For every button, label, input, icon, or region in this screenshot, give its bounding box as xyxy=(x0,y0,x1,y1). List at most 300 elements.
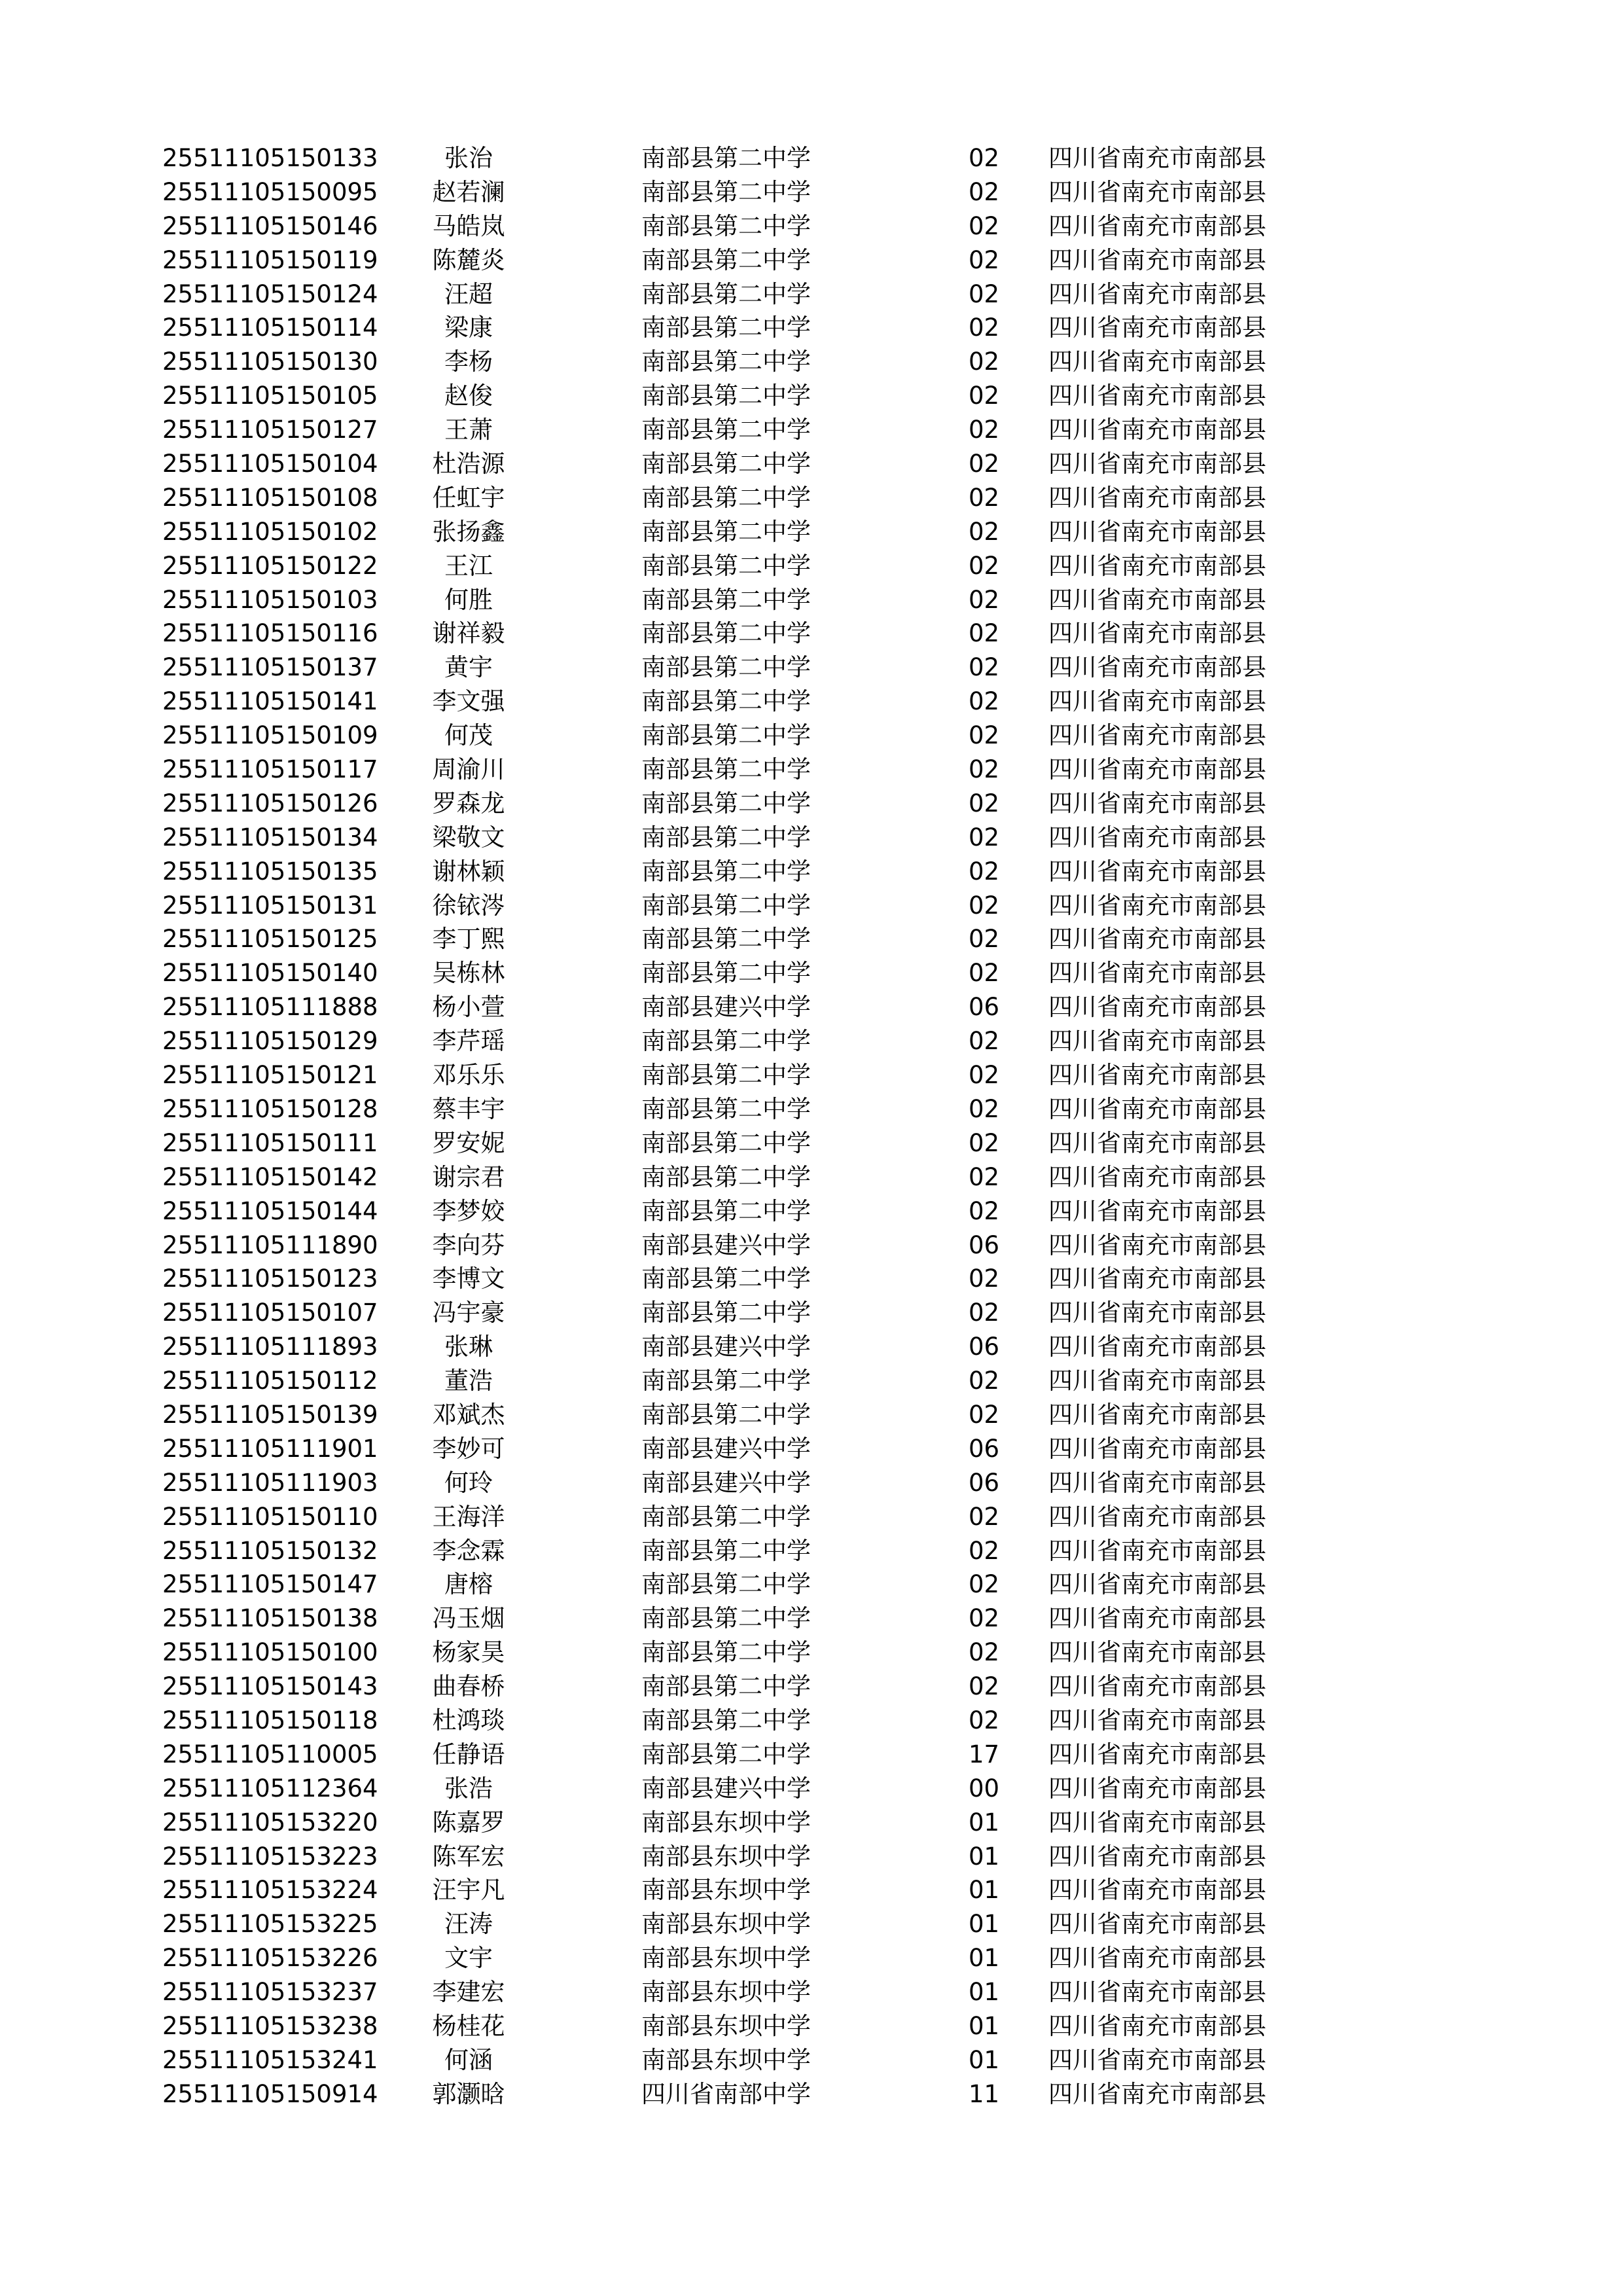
table-row xyxy=(0,2077,1623,2111)
class-code: 01 xyxy=(969,1944,1000,1973)
school-name: 南部县建兴中学 xyxy=(641,1468,811,1497)
school-name: 南部县东坝中学 xyxy=(641,1944,811,1973)
student-name: 任静语 xyxy=(432,1740,505,1768)
student-id: 25511105111901 xyxy=(162,1434,378,1463)
student-id: 25511105150124 xyxy=(162,279,378,308)
school-name: 南部县建兴中学 xyxy=(641,1230,811,1259)
student-name: 曲春桥 xyxy=(432,1672,505,1701)
student-id: 25511105150117 xyxy=(162,755,378,784)
student-name: 王海洋 xyxy=(432,1502,505,1531)
table-row xyxy=(0,243,1623,278)
student-name: 邓斌杰 xyxy=(432,1400,505,1429)
region: 四川省南充市南部县 xyxy=(1048,1230,1266,1259)
class-code: 06 xyxy=(969,993,1000,1022)
class-code: 02 xyxy=(969,619,1000,648)
region: 四川省南充市南部县 xyxy=(1048,1367,1266,1395)
class-code: 02 xyxy=(969,687,1000,716)
school-name: 南部县第二中学 xyxy=(641,755,811,784)
school-name: 南部县第二中学 xyxy=(641,925,811,954)
table-row xyxy=(0,1602,1623,1636)
student-name: 何涵 xyxy=(444,2045,493,2074)
student-id: 25511105150144 xyxy=(162,1196,378,1225)
student-id: 25511105153238 xyxy=(162,2011,378,2040)
student-name: 梁康 xyxy=(444,314,493,342)
student-id: 25511105150102 xyxy=(162,517,378,546)
class-code: 02 xyxy=(969,1027,1000,1056)
region: 四川省南充市南部县 xyxy=(1048,314,1266,342)
table-row xyxy=(0,855,1623,889)
student-id: 25511105150138 xyxy=(162,1604,378,1633)
region: 四川省南充市南部县 xyxy=(1048,1978,1266,2007)
table-row xyxy=(0,1907,1623,1941)
student-id: 25511105150107 xyxy=(162,1299,378,1327)
student-name: 李建宏 xyxy=(432,1978,505,2007)
school-name: 南部县建兴中学 xyxy=(641,1333,811,1361)
table-row xyxy=(0,2043,1623,2077)
table-row xyxy=(0,1058,1623,1092)
class-code: 02 xyxy=(969,1299,1000,1327)
school-name: 南部县第二中学 xyxy=(641,382,811,410)
student-name: 冯玉烟 xyxy=(432,1604,505,1633)
region: 四川省南充市南部县 xyxy=(1048,1265,1266,1293)
class-code: 02 xyxy=(969,1061,1000,1090)
region: 四川省南充市南部县 xyxy=(1048,2045,1266,2074)
student-id: 25511105150129 xyxy=(162,1027,378,1056)
class-code: 02 xyxy=(969,483,1000,512)
region: 四川省南充市南部县 xyxy=(1048,1162,1266,1191)
table-row xyxy=(0,1364,1623,1398)
class-code: 01 xyxy=(969,1910,1000,1939)
student-id: 25511105150146 xyxy=(162,211,378,240)
table-row xyxy=(0,447,1623,481)
region: 四川省南充市南部县 xyxy=(1048,245,1266,274)
student-id: 25511105153241 xyxy=(162,2045,378,2074)
region: 四川省南充市南部县 xyxy=(1048,1876,1266,1905)
table-row xyxy=(0,787,1623,821)
student-id: 25511105153237 xyxy=(162,1978,378,2007)
table-row xyxy=(0,1160,1623,1194)
student-id: 25511105150121 xyxy=(162,1061,378,1090)
student-name: 任虹宇 xyxy=(432,483,505,512)
school-name: 南部县东坝中学 xyxy=(641,1842,811,1871)
table-row xyxy=(0,1262,1623,1296)
student-name: 李梦姣 xyxy=(432,1196,505,1225)
student-name: 何茂 xyxy=(444,721,493,750)
school-name: 南部县第二中学 xyxy=(641,1604,811,1633)
student-name: 李丁熙 xyxy=(432,925,505,954)
student-id: 25511105150147 xyxy=(162,1570,378,1599)
region: 四川省南充市南部县 xyxy=(1048,1502,1266,1531)
student-id: 25511105111890 xyxy=(162,1230,378,1259)
student-name: 冯宇豪 xyxy=(432,1299,505,1327)
table-row xyxy=(0,1975,1623,2009)
table-row xyxy=(0,2009,1623,2043)
school-name: 南部县东坝中学 xyxy=(641,1876,811,1905)
student-id: 25511105111903 xyxy=(162,1468,378,1497)
table-row xyxy=(0,617,1623,651)
table-row xyxy=(0,379,1623,413)
student-name: 赵俊 xyxy=(444,382,493,410)
school-name: 南部县第二中学 xyxy=(641,483,811,512)
school-name: 南部县第二中学 xyxy=(641,144,811,172)
class-code: 01 xyxy=(969,2011,1000,2040)
student-name: 罗安妮 xyxy=(432,1128,505,1157)
region: 四川省南充市南部县 xyxy=(1048,348,1266,376)
class-code: 02 xyxy=(969,551,1000,580)
school-name: 南部县第二中学 xyxy=(641,1196,811,1225)
student-name: 李向芬 xyxy=(432,1230,505,1259)
student-id: 25511105150133 xyxy=(162,144,378,172)
region: 四川省南充市南部县 xyxy=(1048,585,1266,614)
student-name: 李芹瑶 xyxy=(432,1027,505,1056)
table-row xyxy=(0,1229,1623,1263)
class-code: 02 xyxy=(969,585,1000,614)
class-code: 02 xyxy=(969,1638,1000,1667)
class-code: 01 xyxy=(969,1876,1000,1905)
school-name: 南部县第二中学 xyxy=(641,551,811,580)
region: 四川省南充市南部县 xyxy=(1048,2079,1266,2108)
region: 四川省南充市南部县 xyxy=(1048,891,1266,920)
student-name: 郭灏晗 xyxy=(432,2079,505,2108)
student-id: 25511105150123 xyxy=(162,1265,378,1293)
student-name: 周渝川 xyxy=(432,755,505,784)
region: 四川省南充市南部县 xyxy=(1048,789,1266,817)
student-id: 25511105150141 xyxy=(162,687,378,716)
class-code: 06 xyxy=(969,1434,1000,1463)
student-name: 李杨 xyxy=(444,348,493,376)
table-row xyxy=(0,651,1623,685)
student-name: 谢宗君 xyxy=(432,1162,505,1191)
student-name: 马皓岚 xyxy=(432,211,505,240)
student-name: 文宇 xyxy=(444,1944,493,1973)
school-name: 南部县第二中学 xyxy=(641,517,811,546)
class-code: 02 xyxy=(969,1265,1000,1293)
table-row xyxy=(0,345,1623,379)
school-name: 南部县第二中学 xyxy=(641,1061,811,1090)
class-code: 02 xyxy=(969,279,1000,308)
region: 四川省南充市南部县 xyxy=(1048,1027,1266,1056)
table-row xyxy=(0,889,1623,923)
region: 四川省南充市南部县 xyxy=(1048,144,1266,172)
student-id: 25511105150139 xyxy=(162,1400,378,1429)
region: 四川省南充市南部县 xyxy=(1048,755,1266,784)
table-row xyxy=(0,1194,1623,1229)
class-code: 01 xyxy=(969,2045,1000,2074)
class-code: 02 xyxy=(969,211,1000,240)
student-id: 25511105111893 xyxy=(162,1333,378,1361)
table-row xyxy=(0,311,1623,345)
student-id: 25511105110005 xyxy=(162,1740,378,1768)
table-row xyxy=(0,1398,1623,1432)
table-row xyxy=(0,1873,1623,1907)
region: 四川省南充市南部县 xyxy=(1048,1536,1266,1565)
region: 四川省南充市南部县 xyxy=(1048,1944,1266,1973)
school-name: 南部县东坝中学 xyxy=(641,1910,811,1939)
table-row xyxy=(0,922,1623,956)
student-name: 张治 xyxy=(444,144,493,172)
table-row xyxy=(0,1126,1623,1160)
table-row xyxy=(0,1330,1623,1364)
student-id: 25511105150110 xyxy=(162,1502,378,1531)
student-name: 杨桂花 xyxy=(432,2011,505,2040)
student-id: 25511105150109 xyxy=(162,721,378,750)
region: 四川省南充市南部县 xyxy=(1048,925,1266,954)
student-list xyxy=(0,141,1623,2111)
student-id: 25511105150128 xyxy=(162,1094,378,1123)
student-id: 25511105150119 xyxy=(162,245,378,274)
student-id: 25511105150130 xyxy=(162,348,378,376)
student-id: 25511105150112 xyxy=(162,1367,378,1395)
table-row xyxy=(0,141,1623,175)
school-name: 南部县第二中学 xyxy=(641,1299,811,1327)
school-name: 南部县第二中学 xyxy=(641,1128,811,1157)
school-name: 南部县第二中学 xyxy=(641,891,811,920)
class-code: 02 xyxy=(969,450,1000,478)
student-name: 谢祥毅 xyxy=(432,619,505,648)
school-name: 南部县东坝中学 xyxy=(641,1978,811,2007)
student-id: 25511105111888 xyxy=(162,993,378,1022)
region: 四川省南充市南部县 xyxy=(1048,1842,1266,1871)
student-id: 25511105150108 xyxy=(162,483,378,512)
table-row xyxy=(0,1296,1623,1330)
table-row xyxy=(0,821,1623,855)
school-name: 南部县第二中学 xyxy=(641,1740,811,1768)
student-name: 李念霖 xyxy=(432,1536,505,1565)
school-name: 南部县建兴中学 xyxy=(641,1434,811,1463)
student-id: 25511105150131 xyxy=(162,891,378,920)
region: 四川省南充市南部县 xyxy=(1048,857,1266,886)
region: 四川省南充市南部县 xyxy=(1048,1740,1266,1768)
class-code: 11 xyxy=(969,2079,1000,2108)
student-id: 25511105153226 xyxy=(162,1944,378,1973)
table-row xyxy=(0,956,1623,990)
class-code: 02 xyxy=(969,1367,1000,1395)
class-code: 00 xyxy=(969,1774,1000,1803)
school-name: 南部县第二中学 xyxy=(641,1502,811,1531)
table-row xyxy=(0,278,1623,312)
student-name: 汪涛 xyxy=(444,1910,493,1939)
student-id: 25511105150143 xyxy=(162,1672,378,1701)
table-row xyxy=(0,1941,1623,1975)
student-name: 谢林颖 xyxy=(432,857,505,886)
class-code: 02 xyxy=(969,1502,1000,1531)
region: 四川省南充市南部县 xyxy=(1048,1672,1266,1701)
region: 四川省南充市南部县 xyxy=(1048,1061,1266,1090)
region: 四川省南充市南部县 xyxy=(1048,1128,1266,1157)
class-code: 02 xyxy=(969,416,1000,444)
student-name: 徐铱涔 xyxy=(432,891,505,920)
table-row xyxy=(0,1534,1623,1568)
table-row xyxy=(0,753,1623,787)
student-name: 汪超 xyxy=(444,279,493,308)
student-name: 王萧 xyxy=(444,416,493,444)
class-code: 02 xyxy=(969,755,1000,784)
school-name: 南部县建兴中学 xyxy=(641,1774,811,1803)
region: 四川省南充市南部县 xyxy=(1048,177,1266,206)
region: 四川省南充市南部县 xyxy=(1048,1094,1266,1123)
student-name: 李博文 xyxy=(432,1265,505,1293)
student-name: 赵若澜 xyxy=(432,177,505,206)
class-code: 02 xyxy=(969,177,1000,206)
student-name: 李文强 xyxy=(432,687,505,716)
student-name: 王江 xyxy=(444,551,493,580)
class-code: 01 xyxy=(969,1842,1000,1871)
class-code: 02 xyxy=(969,245,1000,274)
class-code: 02 xyxy=(969,653,1000,682)
student-id: 25511105150140 xyxy=(162,959,378,988)
student-name: 唐榕 xyxy=(444,1570,493,1599)
class-code: 02 xyxy=(969,857,1000,886)
school-name: 南部县第二中学 xyxy=(641,211,811,240)
school-name: 南部县第二中学 xyxy=(641,1094,811,1123)
school-name: 南部县第二中学 xyxy=(641,789,811,817)
region: 四川省南充市南部县 xyxy=(1048,1196,1266,1225)
region: 四川省南充市南部县 xyxy=(1048,517,1266,546)
table-row xyxy=(0,583,1623,617)
region: 四川省南充市南部县 xyxy=(1048,551,1266,580)
student-name: 黄宇 xyxy=(444,653,493,682)
school-name: 南部县第二中学 xyxy=(641,1367,811,1395)
region: 四川省南充市南部县 xyxy=(1048,1333,1266,1361)
class-code: 02 xyxy=(969,1400,1000,1429)
school-name: 南部县第二中学 xyxy=(641,416,811,444)
table-row xyxy=(0,413,1623,447)
class-code: 06 xyxy=(969,1333,1000,1361)
table-row xyxy=(0,719,1623,753)
class-code: 02 xyxy=(969,891,1000,920)
school-name: 南部县东坝中学 xyxy=(641,2045,811,2074)
school-name: 南部县第二中学 xyxy=(641,1162,811,1191)
student-id: 25511105150132 xyxy=(162,1536,378,1565)
table-row xyxy=(0,1738,1623,1772)
school-name: 南部县第二中学 xyxy=(641,585,811,614)
student-name: 张浩 xyxy=(444,1774,493,1803)
class-code: 02 xyxy=(969,1604,1000,1633)
region: 四川省南充市南部县 xyxy=(1048,382,1266,410)
region: 四川省南充市南部县 xyxy=(1048,653,1266,682)
region: 四川省南充市南部县 xyxy=(1048,619,1266,648)
class-code: 02 xyxy=(969,1570,1000,1599)
student-id: 25511105150114 xyxy=(162,314,378,342)
student-id: 25511105150126 xyxy=(162,789,378,817)
student-id: 25511105150142 xyxy=(162,1162,378,1191)
school-name: 南部县第二中学 xyxy=(641,1570,811,1599)
table-row xyxy=(0,1500,1623,1534)
student-name: 蔡丰宇 xyxy=(432,1094,505,1123)
student-name: 何胜 xyxy=(444,585,493,614)
student-name: 张扬鑫 xyxy=(432,517,505,546)
class-code: 02 xyxy=(969,314,1000,342)
region: 四川省南充市南部县 xyxy=(1048,1638,1266,1667)
table-row xyxy=(0,1092,1623,1126)
class-code: 02 xyxy=(969,1536,1000,1565)
student-name: 杨小萱 xyxy=(432,993,505,1022)
student-id: 25511105150116 xyxy=(162,619,378,648)
student-name: 杜浩源 xyxy=(432,450,505,478)
school-name: 南部县第二中学 xyxy=(641,687,811,716)
student-name: 陈麓炎 xyxy=(432,245,505,274)
school-name: 南部县第二中学 xyxy=(641,1672,811,1701)
region: 四川省南充市南部县 xyxy=(1048,211,1266,240)
table-row xyxy=(0,1806,1623,1840)
school-name: 南部县第二中学 xyxy=(641,314,811,342)
region: 四川省南充市南部县 xyxy=(1048,1604,1266,1633)
class-code: 17 xyxy=(969,1740,1000,1768)
class-code: 02 xyxy=(969,959,1000,988)
student-id: 25511105150122 xyxy=(162,551,378,580)
table-row xyxy=(0,175,1623,209)
table-row xyxy=(0,1432,1623,1466)
student-id: 25511105153220 xyxy=(162,1808,378,1837)
school-name: 南部县第二中学 xyxy=(641,450,811,478)
school-name: 南部县第二中学 xyxy=(641,857,811,886)
student-name: 李妙可 xyxy=(432,1434,505,1463)
student-name: 何玲 xyxy=(444,1468,493,1497)
region: 四川省南充市南部县 xyxy=(1048,279,1266,308)
school-name: 南部县第二中学 xyxy=(641,959,811,988)
student-id: 25511105150134 xyxy=(162,823,378,852)
student-name: 梁敬文 xyxy=(432,823,505,852)
student-name: 吴栋林 xyxy=(432,959,505,988)
student-name: 陈嘉罗 xyxy=(432,1808,505,1837)
region: 四川省南充市南部县 xyxy=(1048,450,1266,478)
region: 四川省南充市南部县 xyxy=(1048,1434,1266,1463)
region: 四川省南充市南部县 xyxy=(1048,823,1266,852)
region: 四川省南充市南部县 xyxy=(1048,1808,1266,1837)
student-id: 25511105112364 xyxy=(162,1774,378,1803)
region: 四川省南充市南部县 xyxy=(1048,993,1266,1022)
region: 四川省南充市南部县 xyxy=(1048,1774,1266,1803)
school-name: 南部县东坝中学 xyxy=(641,1808,811,1837)
region: 四川省南充市南部县 xyxy=(1048,687,1266,716)
region: 四川省南充市南部县 xyxy=(1048,1468,1266,1497)
table-row xyxy=(0,1840,1623,1874)
class-code: 02 xyxy=(969,348,1000,376)
student-id: 25511105150103 xyxy=(162,585,378,614)
table-row xyxy=(0,685,1623,719)
school-name: 南部县第二中学 xyxy=(641,348,811,376)
student-id: 25511105150111 xyxy=(162,1128,378,1157)
student-id: 25511105150095 xyxy=(162,177,378,206)
class-code: 02 xyxy=(969,789,1000,817)
table-row xyxy=(0,1704,1623,1738)
region: 四川省南充市南部县 xyxy=(1048,416,1266,444)
student-id: 25511105150135 xyxy=(162,857,378,886)
table-row xyxy=(0,481,1623,515)
student-name: 罗森龙 xyxy=(432,789,505,817)
student-name: 张琳 xyxy=(444,1333,493,1361)
student-id: 25511105150125 xyxy=(162,925,378,954)
class-code: 02 xyxy=(969,1196,1000,1225)
class-code: 06 xyxy=(969,1468,1000,1497)
school-name: 南部县第二中学 xyxy=(641,1265,811,1293)
class-code: 02 xyxy=(969,1094,1000,1123)
region: 四川省南充市南部县 xyxy=(1048,1400,1266,1429)
class-code: 02 xyxy=(969,925,1000,954)
student-id: 25511105153224 xyxy=(162,1876,378,1905)
school-name: 南部县第二中学 xyxy=(641,245,811,274)
region: 四川省南充市南部县 xyxy=(1048,959,1266,988)
class-code: 02 xyxy=(969,1706,1000,1734)
table-row xyxy=(0,515,1623,549)
table-row xyxy=(0,1024,1623,1058)
table-row xyxy=(0,1670,1623,1704)
school-name: 南部县建兴中学 xyxy=(641,993,811,1022)
class-code: 02 xyxy=(969,721,1000,750)
table-row xyxy=(0,1636,1623,1670)
school-name: 南部县第二中学 xyxy=(641,177,811,206)
region: 四川省南充市南部县 xyxy=(1048,1570,1266,1599)
